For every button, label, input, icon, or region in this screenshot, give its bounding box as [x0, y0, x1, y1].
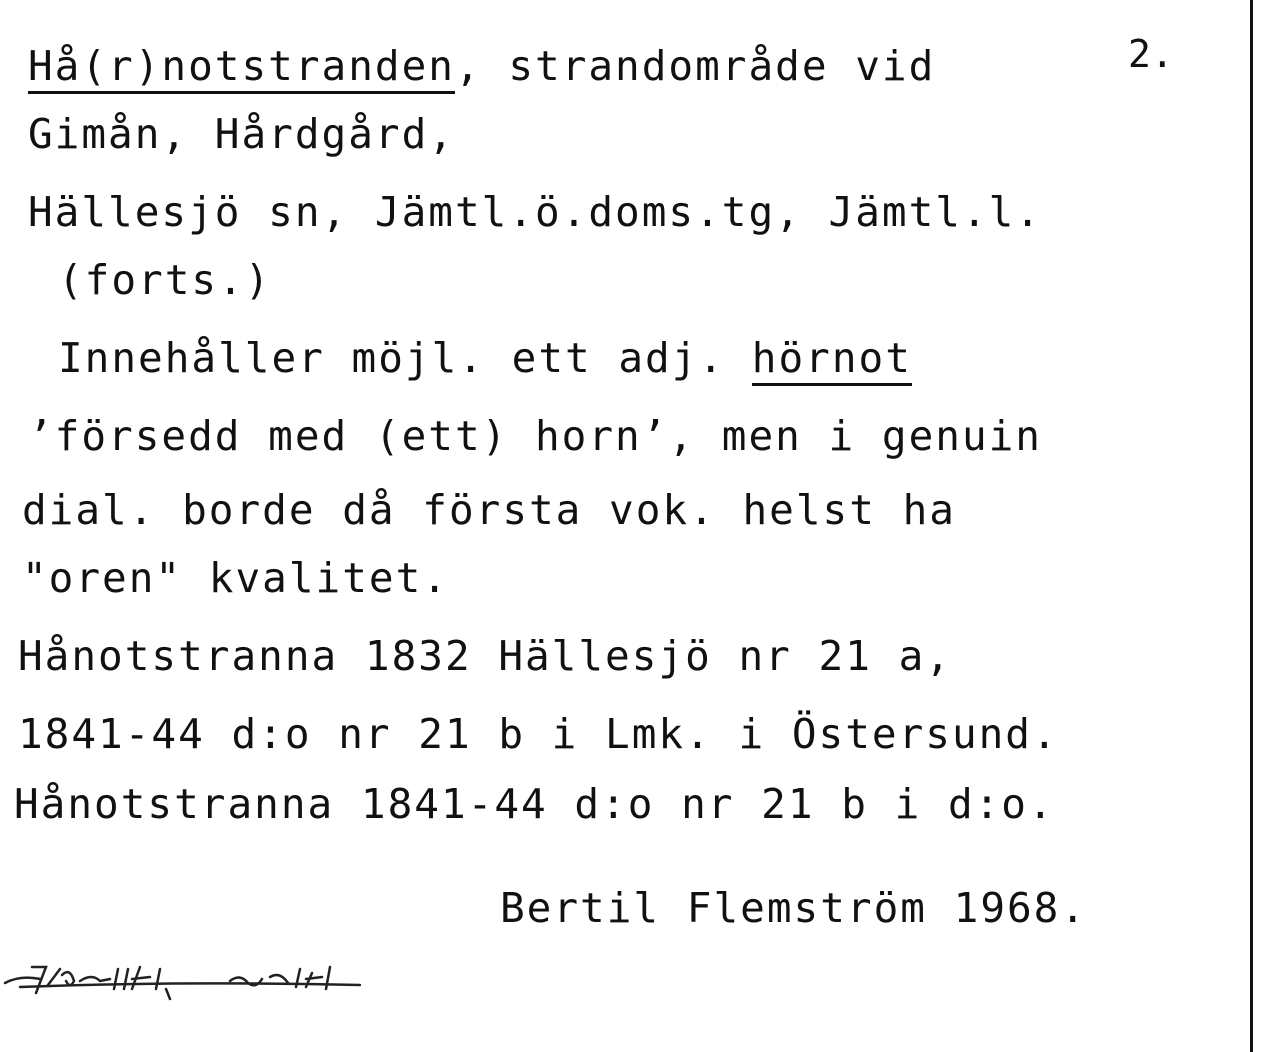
etymology-text: Innehåller möjl. ett adj.	[58, 334, 752, 382]
continued-note: (forts.)	[58, 256, 272, 304]
source-line-3: Hånotstranna 1841-44 d:o nr 21 b i d:o.	[14, 780, 1055, 828]
etymology-line-3: dial. borde då första vok. helst ha	[22, 486, 956, 534]
etymology-word: hörnot	[752, 334, 912, 386]
author-signature: Bertil Flemström 1968.	[500, 884, 1088, 932]
headword-line	[28, 42, 935, 90]
etymology-line-2: ’försedd med (ett) horn’, men i genuin	[28, 412, 1042, 460]
card-edge-line	[1250, 0, 1253, 1052]
source-line-1: Hånotstranna 1832 Hällesjö nr 21 a,	[18, 632, 952, 680]
headword-description: , strandområde vid	[454, 42, 936, 90]
page-number: 2.	[1128, 32, 1174, 76]
etymology-line-1	[58, 334, 912, 382]
headword: Hå(r)notstranden	[28, 42, 455, 94]
location-line-1: Gimån, Hårdgård,	[28, 110, 455, 158]
handwritten-scribble-icon	[0, 955, 370, 1005]
location-line-2: Hällesjö sn, Jämtl.ö.doms.tg, Jämtl.l.	[28, 188, 1042, 236]
etymology-line-4: "oren" kvalitet.	[22, 554, 449, 602]
source-line-2: 1841-44 d:o nr 21 b i Lmk. i Östersund.	[18, 710, 1059, 758]
